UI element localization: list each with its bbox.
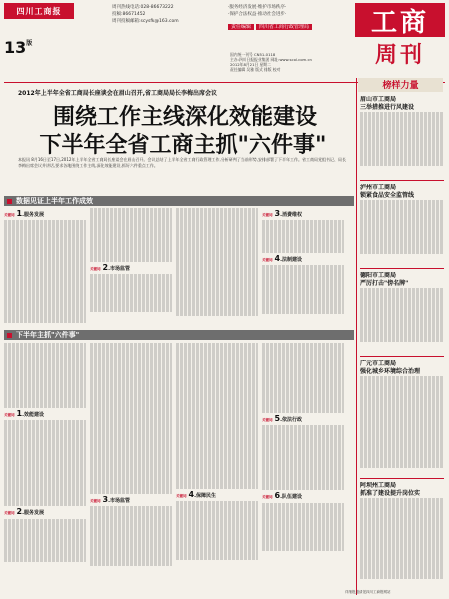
keyword-heading: 关键词 4.保障民生: [176, 489, 216, 499]
sidebar-item-subtitle: 抓准了建设提升岗位实: [360, 490, 421, 497]
column-s2-2: [90, 343, 172, 588]
keyword-tag: 关键词: [262, 257, 273, 262]
slogan-block: [228, 4, 286, 18]
keyword-num: 4: [188, 489, 195, 499]
column-s1-3: [176, 208, 258, 326]
lead-kicker: 2012年上半年全省工商局长座谈会在眉山召开,省工商局局长李梅出席会议: [18, 90, 217, 97]
sidebar-item-title: 德阳市工商局: [360, 272, 397, 279]
keyword-num: 3: [102, 494, 109, 504]
section-title: 下半年主抓"六件事": [16, 331, 80, 339]
keyword-title: 保障民生: [195, 492, 216, 499]
keyword-title: 法制建设: [281, 256, 302, 263]
sidebar-divider: [360, 180, 444, 181]
editor-name: 四川省工商行政管理局: [256, 24, 312, 30]
sidebar-item: [360, 96, 444, 176]
contact-line: 周刊热线电话:028-86673222: [112, 5, 174, 10]
contact-info: [112, 4, 179, 25]
pub-line: 2012年8月21日 星期二: [230, 62, 271, 67]
keyword-title: 队伍建设: [281, 494, 302, 501]
column-s1-2: [90, 208, 172, 326]
keyword-heading: 关键词 4.法制建设: [262, 253, 302, 263]
keyword-num: 4: [274, 253, 281, 263]
keyword-heading: 关键词 1.效能建设: [4, 408, 44, 418]
sidebar-item-title: 泸州市工商局: [360, 184, 397, 191]
slogan-line: ·服务经济发展·维护市场秩序·: [228, 5, 287, 10]
keyword-heading: 关键词 2.服务发展: [4, 507, 44, 517]
keyword-tag: 关键词: [4, 511, 15, 516]
keyword-num: 1: [16, 209, 23, 218]
sidebar-item-title: 阿坝州工商局: [360, 482, 397, 489]
sidebar-divider: [360, 356, 444, 357]
publication-info: [230, 52, 350, 72]
contact-line: 投稿:86671452: [112, 12, 146, 17]
keyword-num: 1: [16, 408, 23, 418]
keyword-title: 服务发展: [23, 510, 44, 517]
footer-note: 详细报道请见四川工商报网站: [345, 590, 391, 594]
section-title: 数据见证上半年工作成效: [16, 197, 93, 205]
keyword-heading: 关键词 3.消费维权: [262, 209, 302, 218]
section-bar-results: [4, 196, 354, 206]
paper-subtitle: 周刊: [374, 42, 425, 68]
keyword-heading: 关键词 3.市场监管: [90, 494, 130, 504]
keyword-tag: 关键词: [4, 412, 15, 417]
keyword-heading: 关键词 5.依法行政: [262, 414, 302, 424]
column-s2-4: [262, 343, 344, 588]
sidebar-item-subtitle: 强化城乡环境综合治理: [360, 368, 421, 375]
lead-intro: 本报讯 8月16日至17日,2012年上半年全省工商局长座谈会在眉山召开。会议总结了上半年全省工商行政管理工作,分析研判了当前形势,安排部署了下半年工作。省工商局党组书记、局长李梅出席会议并讲话,要求各地围绕工作主线,深化效能建设,抓好六件重点工作。: [18, 157, 346, 168]
sidebar-item: [360, 482, 444, 586]
newspaper-logo: 四川工商报: [4, 3, 74, 19]
keyword-num: 6: [274, 491, 281, 501]
keyword-title: 市场监管: [109, 265, 130, 272]
sidebar-item: [360, 272, 444, 352]
sidebar-item-subtitle: 严厉打击"傍名牌": [360, 280, 409, 287]
page-suffix: 版: [26, 40, 33, 47]
keyword-tag: 关键词: [90, 498, 101, 503]
keyword-tag: 关键词: [90, 266, 101, 271]
pub-line: 国内统一刊号 CN51-0118: [230, 52, 276, 57]
keyword-tag: 关键词: [176, 493, 187, 498]
keyword-title: 效能建设: [23, 411, 44, 418]
sidebar-item-title: 眉山市工商局: [360, 96, 397, 103]
keyword-num: 2: [102, 262, 109, 272]
sidebar-item-subtitle: 三举措推进行风建设: [360, 104, 415, 111]
slogan-line: ·保护合法权益·推动社会进步·: [228, 12, 287, 17]
page-number-value: 13: [4, 38, 27, 57]
column-s1-1: [4, 208, 86, 326]
sidebar-item: [360, 360, 444, 475]
keyword-title: 市场监管: [109, 497, 130, 504]
column-s2-1: [4, 343, 86, 588]
keyword-tag: 关键词: [262, 213, 273, 217]
keyword-heading: 关键词 2.市场监管: [90, 262, 130, 272]
pub-line: 责任编辑 吴雅 版式 排版 校对: [230, 67, 281, 72]
sidebar-item-title: 广元市工商局: [360, 360, 397, 367]
headline-secondary: 下半年全省工商主抓"六件事": [39, 133, 327, 158]
keyword-heading: 关键词 1.服务发展: [4, 209, 44, 218]
headline-main: 围绕工作主线深化效能建设: [52, 105, 317, 130]
sidebar-heading: 榜样力量: [358, 78, 443, 92]
keyword-title: 依法行政: [281, 417, 302, 424]
sidebar-divider: [360, 268, 444, 269]
column-s1-4: [262, 208, 344, 326]
keyword-num: 5: [274, 414, 281, 424]
keyword-tag: 关键词: [4, 213, 15, 217]
page-number: [4, 38, 32, 57]
column-s2-3: [176, 343, 258, 588]
pub-line: 主办:四川日报报业集团 网址:www.scol.com.cn: [230, 57, 312, 62]
keyword-title: 服务发展: [23, 212, 44, 218]
keyword-num: 3: [274, 209, 281, 218]
keyword-title: 消费维权: [281, 212, 302, 218]
sidebar-item-subtitle: 锁紧食品安全监管线: [360, 192, 415, 199]
keyword-tag: 关键词: [262, 418, 273, 423]
paper-title: 工商: [355, 3, 445, 37]
sidebar-item: [360, 184, 444, 264]
sidebar-divider: [360, 478, 444, 479]
editor-box: [228, 23, 328, 33]
section-bar-plan: [4, 330, 354, 340]
keyword-tag: 关键词: [262, 495, 273, 500]
keyword-num: 2: [16, 507, 23, 517]
keyword-heading: 关键词 6.队伍建设: [262, 491, 302, 501]
editor-tag: 责任编辑: [228, 24, 254, 30]
contact-line: 周刊投稿邮箱:scysfk@163.com: [112, 19, 179, 24]
